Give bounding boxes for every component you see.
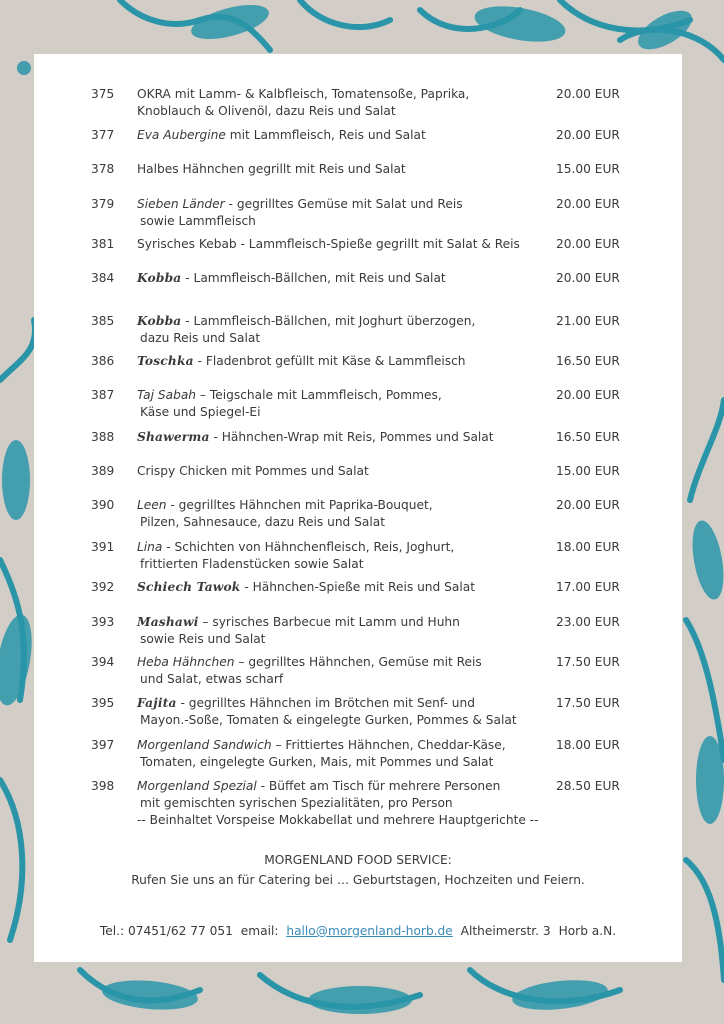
item-description	[137, 86, 557, 120]
item-number: 391	[91, 540, 115, 554]
item-line-1	[137, 388, 442, 402]
item-price: 23.00 EUR	[556, 615, 620, 629]
item-line-1	[137, 237, 520, 251]
dish-text: OKRA mit Lamm- & Kalbfleisch, Tomatensoße, Paprika,	[137, 87, 470, 101]
item-line-2: sowie Lammfleisch	[140, 214, 256, 228]
item-description	[137, 353, 557, 370]
service-text: Rufen Sie uns an für Catering bei … Geburtstagen, Hochzeiten und Feiern.	[131, 873, 585, 887]
item-description	[137, 579, 557, 596]
item-number: 388	[91, 430, 115, 444]
item-price: 16.50 EUR	[556, 354, 620, 368]
dish-name: Mashawi	[137, 615, 199, 629]
dish-text: Halbes Hähnchen gegrillt mit Reis und Salat	[137, 162, 406, 176]
dish-text: - Hähnchen-Spieße mit Reis und Salat	[240, 580, 475, 594]
dish-name: Kobba	[137, 271, 182, 285]
item-number: 384	[91, 271, 115, 285]
item-number: 395	[91, 696, 115, 710]
item-description	[137, 695, 557, 729]
item-price: 20.00 EUR	[556, 498, 620, 512]
item-description	[137, 429, 557, 446]
item-line-1	[137, 696, 475, 710]
item-line-2: mit gemischten syrischen Spezialitäten, pro Person	[140, 796, 453, 810]
dish-text: - gegrilltes Hähnchen mit Paprika-Bouquet,	[166, 498, 433, 512]
dish-name: Heba Hähnchen	[137, 655, 235, 669]
dish-text: - Schichten von Hähnchenfleisch, Reis, Joghurt,	[162, 540, 455, 554]
item-number: 390	[91, 498, 115, 512]
item-line-1	[137, 498, 433, 512]
dish-name: Shawerma	[137, 430, 210, 444]
item-line-1	[137, 354, 466, 368]
item-description	[137, 313, 557, 347]
dish-text: - Lammfleisch-Bällchen, mit Reis und Salat	[181, 271, 446, 285]
item-number: 397	[91, 738, 115, 752]
item-number: 398	[91, 779, 115, 793]
item-line-1	[137, 271, 446, 285]
item-price: 17.50 EUR	[556, 696, 620, 710]
dish-text: mit Lammfleisch, Reis und Salat	[225, 128, 426, 142]
item-price: 20.00 EUR	[556, 271, 620, 285]
item-number: 385	[91, 314, 115, 328]
dish-text: - gegrilltes Gemüse mit Salat und Reis	[224, 197, 463, 211]
item-line-1	[137, 87, 469, 101]
dish-text: - gegrilltes Hähnchen im Brötchen mit Senf- und	[176, 696, 475, 710]
dish-name: Sieben Länder	[137, 197, 225, 211]
dish-text: – syrisches Barbecue mit Lamm und Huhn	[198, 615, 460, 629]
item-description	[137, 778, 557, 829]
item-line-1	[137, 430, 494, 444]
item-line-2: und Salat, etwas scharf	[140, 672, 284, 686]
street-address: Altheimerstr. 3	[460, 924, 551, 938]
item-description	[137, 737, 557, 771]
item-description	[137, 236, 557, 253]
item-number: 381	[91, 237, 115, 251]
item-number: 378	[91, 162, 115, 176]
email-link[interactable]: hallo@morgenland-horb.de	[286, 924, 453, 938]
dish-name: Lina	[137, 540, 163, 554]
item-price: 20.00 EUR	[556, 87, 620, 101]
dish-text: – gegrilltes Hähnchen, Gemüse mit Reis	[234, 655, 482, 669]
item-price: 18.00 EUR	[556, 540, 620, 554]
service-title: MORGENLAND FOOD SERVICE:	[264, 853, 452, 867]
item-description	[137, 196, 557, 230]
item-line-1	[137, 128, 426, 142]
item-number: 386	[91, 354, 115, 368]
item-number: 375	[91, 87, 115, 101]
item-price: 21.00 EUR	[556, 314, 620, 328]
item-line-2: Mayon.-Soße, Tomaten & eingelegte Gurken, Pommes & Salat	[140, 713, 517, 727]
dish-name: Eva Aubergine	[137, 128, 226, 142]
item-price: 20.00 EUR	[556, 197, 620, 211]
item-line-1	[137, 197, 463, 211]
item-line-1	[137, 540, 454, 554]
item-description	[137, 497, 557, 531]
item-price: 20.00 EUR	[556, 128, 620, 142]
dish-text: – Teigschale mit Lammfleisch, Pommes,	[196, 388, 442, 402]
item-price: 28.50 EUR	[556, 779, 620, 793]
item-line-1	[137, 162, 406, 176]
menu-sheet	[34, 54, 682, 962]
item-number: 393	[91, 615, 115, 629]
item-line-2: Knoblauch & Olivenöl, dazu Reis und Salat	[137, 104, 396, 118]
item-line-1	[137, 314, 475, 328]
city: Horb a.N.	[558, 924, 617, 938]
item-line-1	[137, 464, 369, 478]
item-number: 389	[91, 464, 115, 478]
item-line-2: frittierten Fladenstücken sowie Salat	[140, 557, 364, 571]
item-number: 394	[91, 655, 115, 669]
item-number: 387	[91, 388, 115, 402]
contact-footer	[34, 924, 682, 938]
email-label: email:	[240, 924, 279, 938]
dish-name: Leen	[137, 498, 167, 512]
item-line-2: sowie Reis und Salat	[140, 632, 266, 646]
item-number: 377	[91, 128, 115, 142]
item-line-1	[137, 655, 482, 669]
item-number: 379	[91, 197, 115, 211]
dish-text: - Büffet am Tisch für mehrere Personen	[256, 779, 501, 793]
dish-text: Syrisches Kebab - Lammfleisch-Spieße gegrillt mit Salat & Reis	[137, 237, 520, 251]
dish-name: Morgenland Sandwich	[137, 738, 272, 752]
item-description	[137, 463, 557, 480]
dish-name: Kobba	[137, 314, 182, 328]
item-description	[137, 654, 557, 688]
dish-name: Fajita	[137, 696, 177, 710]
phone-number: Tel.: 07451/62 77 051	[99, 924, 233, 938]
item-price: 16.50 EUR	[556, 430, 620, 444]
item-line-2: Pilzen, Sahnesauce, dazu Reis und Salat	[140, 515, 385, 529]
item-line-1	[137, 580, 475, 594]
dish-name: Toschka	[137, 354, 194, 368]
item-price: 18.00 EUR	[556, 738, 620, 752]
item-price: 15.00 EUR	[556, 464, 620, 478]
dish-text: - Lammfleisch-Bällchen, mit Joghurt überzogen,	[181, 314, 476, 328]
item-line-2: Tomaten, eingelegte Gurken, Mais, mit Pommes und Salat	[140, 755, 494, 769]
dish-name: Taj Sabah	[137, 388, 197, 402]
item-description	[137, 387, 557, 421]
item-line-1	[137, 738, 506, 752]
dish-name: Schiech Tawok	[137, 580, 241, 594]
dish-text: - Fladenbrot gefüllt mit Käse & Lammfleisch	[193, 354, 466, 368]
item-price: 20.00 EUR	[556, 388, 620, 402]
item-description	[137, 127, 557, 144]
item-line-2: dazu Reis und Salat	[140, 331, 261, 345]
dish-text: – Frittiertes Hähnchen, Cheddar-Käse,	[271, 738, 506, 752]
dish-text: Crispy Chicken mit Pommes und Salat	[137, 464, 369, 478]
item-line-1	[137, 779, 500, 793]
item-price: 17.00 EUR	[556, 580, 620, 594]
dish-text: - Hähnchen-Wrap mit Reis, Pommes und Salat	[209, 430, 494, 444]
item-description	[137, 539, 557, 573]
item-line-2: Käse und Spiegel-Ei	[140, 405, 261, 419]
item-price: 20.00 EUR	[556, 237, 620, 251]
dish-name: Morgenland Spezial	[137, 779, 257, 793]
item-line-1	[137, 615, 460, 629]
item-price: 15.00 EUR	[556, 162, 620, 176]
item-description	[137, 270, 557, 287]
item-number: 392	[91, 580, 115, 594]
item-price: 17.50 EUR	[556, 655, 620, 669]
item-line-3: -- Beinhaltet Vorspeise Mokkabellat und mehrere Hauptgerichte --	[137, 813, 539, 827]
item-description	[137, 161, 557, 178]
item-description	[137, 614, 557, 648]
